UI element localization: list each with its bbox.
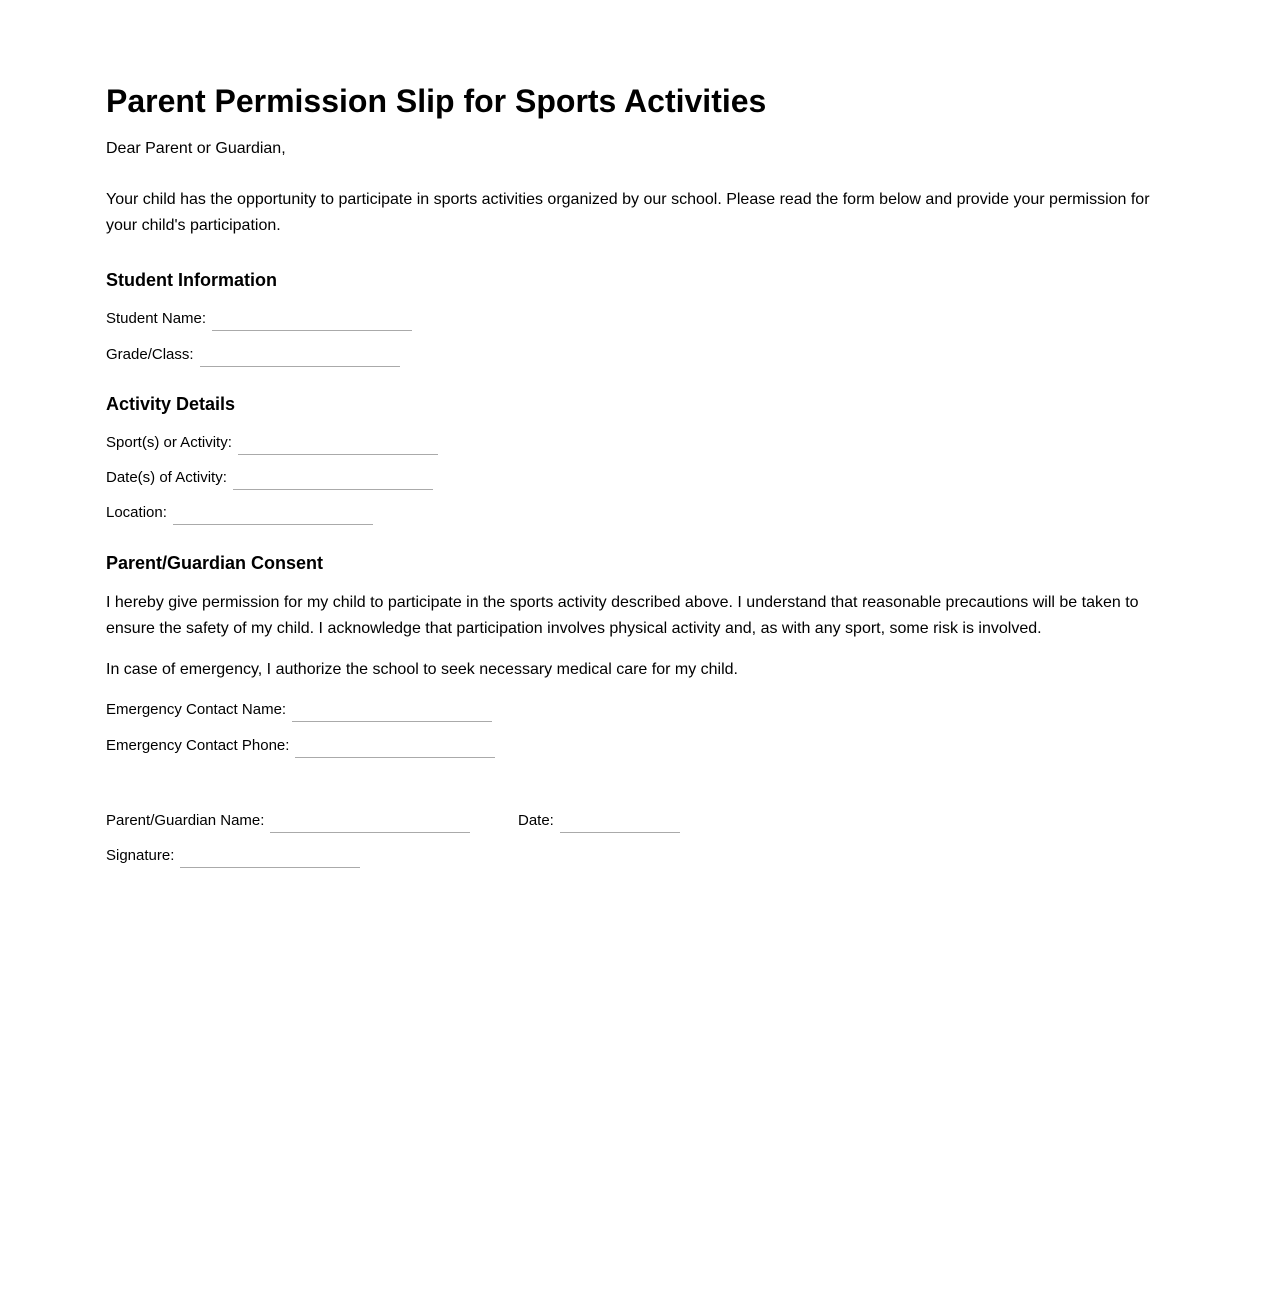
greeting: Dear Parent or Guardian, [106,140,286,157]
student-name-blank[interactable] [212,316,412,331]
consent-paragraph: I hereby give permission for my child to participate in the sports activity described above. I understand that reasonable precautions will be taken to ensure the safety of my child. I acknowledge that participation involves physical activity and, as with any sport, some risk is involved. [106,594,1139,637]
grade-class-field[interactable] [106,346,400,363]
emergency-authorization-paragraph: In case of emergency, I authorize the school to seek necessary medical care for my child. [106,661,738,678]
student-information-heading: Student Information [106,270,277,290]
intro-paragraph: Your child has the opportunity to participate in sports activities organized by our school. Please read the form below and provide your permission for your child's participation. [106,191,1150,234]
date-blank[interactable] [560,818,680,833]
consent-heading: Parent/Guardian Consent [106,553,324,573]
sport-activity-field[interactable] [106,434,438,451]
activity-details-heading: Activity Details [106,394,236,414]
parent-guardian-name-field[interactable] [106,812,470,829]
emergency-contact-phone-blank[interactable] [295,743,495,758]
activity-dates-field[interactable] [106,469,433,486]
emergency-contact-name-label: Emergency Contact Name: [106,701,287,718]
parent-guardian-name-label: Parent/Guardian Name: [106,812,265,829]
page-title: Parent Permission Slip for Sports Activities [106,83,767,119]
date-label: Date: [518,812,554,829]
grade-class-label: Grade/Class: [106,346,194,363]
emergency-contact-phone-label: Emergency Contact Phone: [106,737,290,754]
activity-dates-label: Date(s) of Activity: [106,469,227,486]
location-label: Location: [106,504,167,521]
signature-field[interactable] [106,847,360,864]
emergency-contact-name-field[interactable] [106,701,492,718]
date-field[interactable] [518,812,680,829]
student-name-field[interactable] [106,310,412,327]
location-blank[interactable] [173,510,373,525]
grade-class-blank[interactable] [200,352,400,367]
student-name-label: Student Name: [106,310,207,327]
sport-activity-label: Sport(s) or Activity: [106,434,232,451]
emergency-contact-name-blank[interactable] [292,707,492,722]
activity-dates-blank[interactable] [233,475,433,490]
signature-blank[interactable] [180,853,360,868]
signature-label: Signature: [106,847,175,864]
sport-activity-blank[interactable] [238,440,438,455]
location-field[interactable] [106,504,373,521]
emergency-contact-phone-field[interactable] [106,737,495,754]
parent-guardian-name-blank[interactable] [270,818,470,833]
